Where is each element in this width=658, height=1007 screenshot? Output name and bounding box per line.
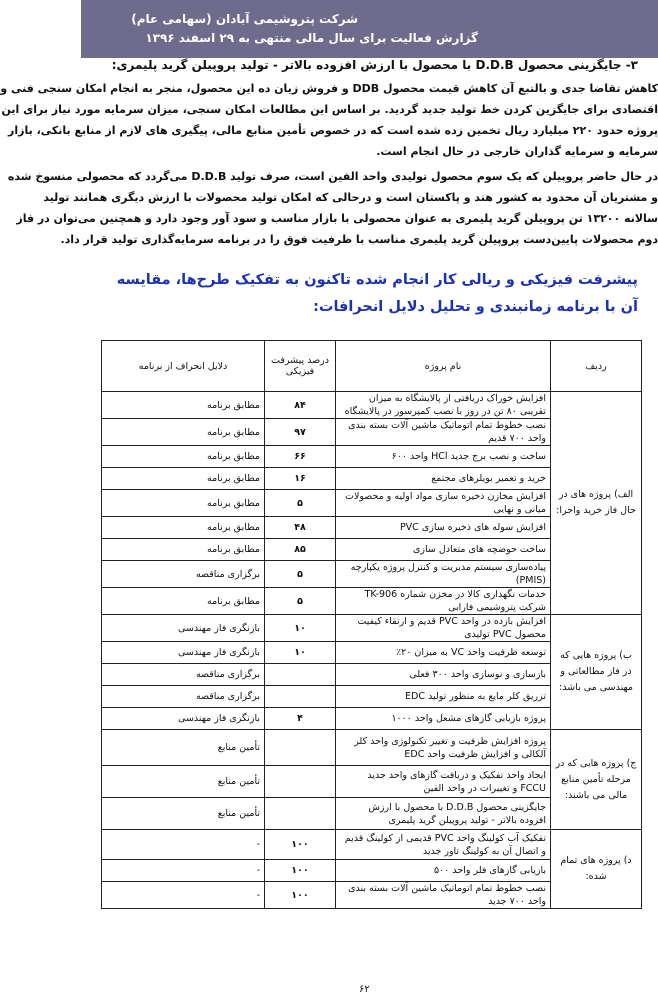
projects-table (101, 340, 642, 909)
progress-cell: ۶۶ (265, 446, 336, 468)
header-row-category: ردیف (551, 341, 642, 392)
paragraph-line: و مشتریان آن محدود به کشور هند و پاکستان است و درحالی که امکان تولید محصولات با ارزش دیگری همانند تولید (43, 191, 658, 204)
header-deviation: دلایل انحراف از برنامه (102, 341, 265, 392)
project-name-cell: افزایش خوراک دریافتی از پالایشگاه به میزان تقریبی ۸۰ تن در روز با نصب کمپرسور در پالایشگاه (336, 392, 551, 419)
progress-cell: ۵ (265, 490, 336, 517)
paragraph-2 (7, 166, 658, 250)
paragraph-line: سرمایه و سرمایه گذاران خارجی در حال انجام است. (376, 145, 658, 158)
category-cell: د) پروژه های تمام شده: (551, 830, 642, 909)
progress-cell: ۱۰ (265, 642, 336, 664)
paragraph-line: سالانه ۱۳۲۰۰ تن پروپیلن گرید پلیمری به عنوان محصولی با بازار مناسب و سود آور وجود دارد و همچنین می‌توان در فاز (16, 212, 658, 225)
deviation-cell: مطابق برنامه (102, 539, 265, 561)
category-cell: ب) پروژه هایی که در فاز مطالعاتی و مهندسی می باشد: (551, 615, 642, 730)
project-name-cell: افزایش مخازن ذخیره سازی مواد اولیه و محصولات میانی و نهایی (336, 490, 551, 517)
report-header-band (81, 0, 658, 58)
deviation-cell: مطابق برنامه (102, 419, 265, 446)
header-progress: درصد پیشرفت فیزیکی (265, 341, 336, 392)
progress-cell: ۱۰ (265, 615, 336, 642)
page-number: ۶۲ (359, 984, 370, 995)
project-name-cell: توسعه ظرفیت واحد VC به میزان ۲۰٪ (336, 642, 551, 664)
project-name-cell: پروژه افزایش ظرفیت و تغییر تکنولوژی واحد کلر آلکالی و افزایش ظرفیت واحد EDC (336, 730, 551, 766)
deviation-cell: تأمین منابع (102, 730, 265, 766)
header-project-name: نام پروژه (336, 341, 551, 392)
project-name-cell: خرید و تعمیر بویلرهای مجتمع (336, 468, 551, 490)
progress-cell: ۴۸ (265, 517, 336, 539)
deviation-cell: برگزاری مناقصه (102, 561, 265, 588)
deviation-cell: مطابق برنامه (102, 392, 265, 419)
progress-cell: ۴ (265, 708, 336, 730)
deviation-cell: مطابق برنامه (102, 588, 265, 615)
paragraph-line: پروژه حدود ۲۲۰ میلیارد ریال تخمین زده شده است که در خصوص تأمین منابع مالی، پیگیری های لازم از منابع بانکی، بازار (8, 124, 658, 137)
category-cell: ج) پروژه هایی که در مرحله تأمین منابع مالی می باشند: (551, 730, 642, 830)
deviation-cell: - (102, 830, 265, 860)
deviation-cell: بازنگری فاز مهندسی (102, 615, 265, 642)
project-name-cell: نصب خطوط تمام اتوماتیک ماشین آلات بسته بندی واحد ۷۰۰ جدید (336, 882, 551, 909)
deviation-cell: بازنگری فاز مهندسی (102, 642, 265, 664)
project-name-cell: افزایش بازده در واحد PVC قدیم و ارتقاء کیفیت محصول PVC تولیدی (336, 615, 551, 642)
deviation-cell: مطابق برنامه (102, 468, 265, 490)
paragraph-line: دوم محصولات پایین‌دست پروپیلن گرید پلیمری مناسب با ظرفیت فوق را در برنامه سرمایه‌گذاری تولید قرار داد. (60, 233, 658, 246)
progress-cell (265, 766, 336, 798)
progress-cell: ۱۶ (265, 468, 336, 490)
project-name-cell: پیاده‌سازی سیستم مدیریت و کنترل پروژه یکپارچه (PMIS) (336, 561, 551, 588)
paragraph-line: کاهش تقاضا جدی و بالتبع آن کاهش قیمت محصول DDB و فروش زیان ده این محصول، منجر به انجام امکان سنجی فنی و (0, 82, 658, 95)
project-name-cell: بازسازی و نوسازی واحد ۳۰۰ فعلی (336, 664, 551, 686)
project-name-cell: ساخت و نصب برج جدید HCl واحد ۶۰۰ (336, 446, 551, 468)
progress-cell: ۱۰۰ (265, 830, 336, 860)
project-name-cell: ساخت حوضچه های متعادل سازی (336, 539, 551, 561)
progress-cell (265, 730, 336, 766)
deviation-cell: مطابق برنامه (102, 490, 265, 517)
table-row (102, 730, 642, 766)
deviation-cell: برگزاری مناقصه (102, 664, 265, 686)
progress-cell: ۸۴ (265, 392, 336, 419)
company-name: شرکت پتروشیمی آبادان (سهامی عام) (131, 12, 358, 26)
project-name-cell: افزایش سوله های ذخیره سازی PVC (336, 517, 551, 539)
deviation-cell: مطابق برنامه (102, 446, 265, 468)
deviation-cell: مطابق برنامه (102, 517, 265, 539)
progress-cell: ۵ (265, 588, 336, 615)
project-name-cell: تزریق کلر مایع به منظور تولید EDC (336, 686, 551, 708)
deviation-cell: تأمین منابع (102, 766, 265, 798)
table-header-row (102, 341, 642, 392)
project-name-cell: خدمات نگهداری کالا در مخزن شماره TK-906 شرکت پتروشیمی فارابی (336, 588, 551, 615)
category-cell: الف) پروژه های در حال فاز خرید واجرا: (551, 392, 642, 615)
table-row (102, 830, 642, 860)
table-row (102, 615, 642, 642)
paragraph-line: اقتصادی برای جایگزین کردن خط تولید جدید گردید. بر اساس این مطالعات امکان سنجی، میزان سرمایه مورد نیاز برای این (1, 103, 658, 116)
deviation-cell: تأمین منابع (102, 798, 265, 830)
progress-cell: ۱۰۰ (265, 882, 336, 909)
report-title: گزارش فعالیت برای سال مالی منتهی به ۲۹ اسفند ۱۳۹۶ (145, 31, 478, 45)
project-name-cell: بازیابی گازهای فلر واحد ۵۰۰ (336, 860, 551, 882)
project-name-cell: تفکیک آب کولینگ واحد PVC قدیمی از کولینگ قدیم و اتصال آن به کولینگ تاور جدید (336, 830, 551, 860)
project-name-cell: پروژه بازیابی گازهای مشعل واحد ۱۰۰۰ (336, 708, 551, 730)
table-row (102, 392, 642, 419)
progress-cell: ۱۰۰ (265, 860, 336, 882)
progress-cell: ۹۷ (265, 419, 336, 446)
paragraph-line: در حال حاضر پروپیلن که یک سوم محصول تولیدی واحد الفین است، صرف تولید D.D.B می‌گردد که محصولی منسوخ شده (7, 170, 658, 183)
progress-cell: ۸۵ (265, 539, 336, 561)
deviation-cell: بازنگری فاز مهندسی (102, 708, 265, 730)
project-name-cell: نصب خطوط تمام اتوماتیک ماشین آلات بسته بندی واحد ۷۰۰ قدیم (336, 419, 551, 446)
progress-heading: پیشرفت فیزیکی و ریالی کار انجام شده تاکنون به تفکیک طرح‌ها، مقایسه آن با برنامه زمانبندی و تحلیل دلایل انحرافات: (116, 272, 638, 315)
paragraph-1 (0, 78, 658, 162)
progress-cell: ۵ (265, 561, 336, 588)
deviation-cell: - (102, 882, 265, 909)
deviation-cell: - (102, 860, 265, 882)
progress-cell (265, 686, 336, 708)
progress-cell (265, 664, 336, 686)
project-name-cell: جایگزینی محصول D.D.B با محصول با ارزش افزوده بالاتر - تولید پروپیلن گرید پلیمری (336, 798, 551, 830)
progress-cell (265, 798, 336, 830)
project-name-cell: ایجاد واحد تفکیک و دریافت گازهای واحد جدید FCCU و تغییرات در واحد الفین (336, 766, 551, 798)
deviation-cell: برگزاری مناقصه (102, 686, 265, 708)
section-title: ۳- جایگزینی محصول D.D.B با محصول با ارزش افزوده بالاتر - تولید پروپیلن گرید پلیمری: (111, 58, 638, 72)
